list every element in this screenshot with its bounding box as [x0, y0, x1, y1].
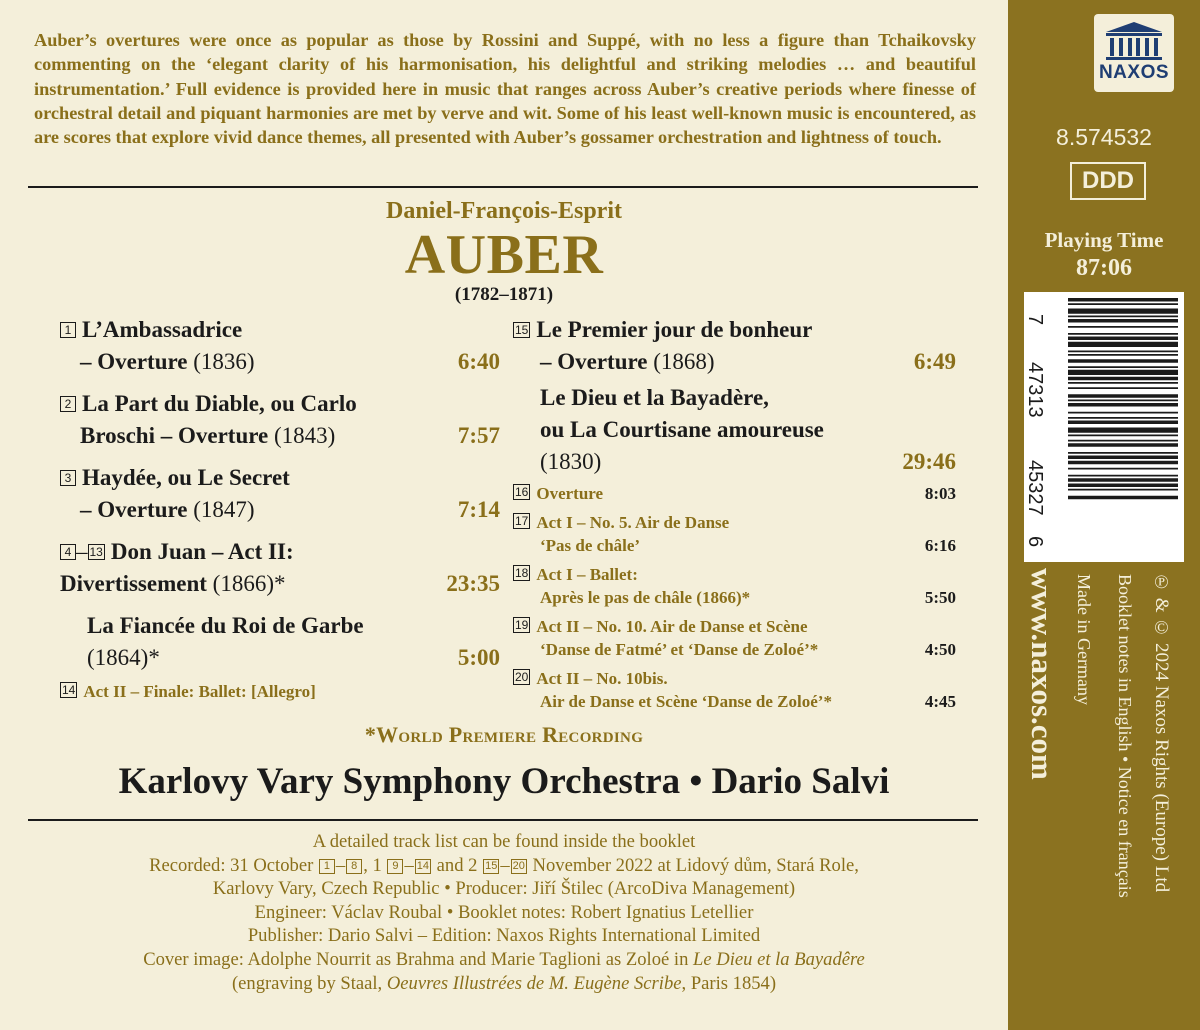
credits-italic: Le Dieu et la Bayadêre	[693, 948, 865, 970]
track-year: (1868)	[653, 349, 715, 374]
credits-text: Recorded: 31 October	[149, 854, 318, 876]
track-number: 8	[346, 859, 362, 874]
sub-track-title-cont: Air de Danse et Scène ‘Danse de Zoloé’*	[540, 692, 832, 711]
barcode-bars	[1024, 292, 1184, 562]
barcode-digit: 7	[1024, 314, 1046, 326]
barcode-bar	[1068, 468, 1178, 470]
barcode-digit: 47313	[1024, 362, 1046, 418]
divider-top	[28, 186, 978, 188]
track-item	[60, 388, 500, 452]
track-number: 17	[515, 514, 529, 528]
work-title: La Fiancée du Roi de Garbe	[87, 613, 364, 638]
barcode	[1024, 292, 1184, 562]
track-item	[513, 314, 956, 378]
work-duration: 5:00	[457, 645, 500, 670]
track-title: La Part du Diable, ou Carlo	[82, 391, 357, 416]
sub-track-title: Act I – No. 5. Air de Danse	[536, 513, 730, 532]
barcode-bar	[1068, 452, 1178, 454]
track-item	[60, 314, 500, 378]
tracklist-right	[513, 314, 956, 713]
credits-line: Engineer: Václav Roubal • Booklet notes: Robert Ignatius Letellier	[254, 901, 754, 923]
divider-bottom	[28, 819, 978, 821]
track-number: 14	[62, 683, 76, 697]
barcode-bar	[1068, 377, 1178, 381]
credits-text: , Paris 1854)	[681, 972, 777, 994]
sub-track-item	[513, 615, 956, 661]
barcode-bar	[1068, 443, 1178, 447]
barcode-bar	[1068, 309, 1178, 314]
barcode-bar	[1068, 354, 1178, 356]
sub-track-item	[513, 482, 956, 505]
credits-text: Cover image: Adolphe Nourrit as Brahma and Marie Taglioni as Zoloé in	[143, 948, 694, 970]
work-heading	[60, 610, 500, 674]
track-number: 3	[60, 470, 76, 486]
sub-track-title-cont: ‘Pas de châle’	[540, 536, 641, 555]
barcode-digits	[1026, 292, 1048, 562]
work-title-cont: ou La Courtisane amoureuse	[540, 417, 824, 442]
track-number: 19	[515, 618, 529, 632]
credits-text: and 2	[432, 854, 483, 876]
track-duration: 7:14	[457, 497, 500, 522]
barcode-bar	[1068, 484, 1178, 488]
barcode-bar	[1068, 342, 1178, 347]
track-duration: 23:35	[446, 571, 500, 596]
track-duration: 6:40	[457, 349, 500, 374]
barcode-bar	[1068, 496, 1178, 500]
sub-track-duration: 4:45	[924, 692, 956, 711]
credits-recorded: Recorded: 31 October 1 – 8 , 1 9 – 14 and 2 15 – 20 November 2022 at Lidový dům, Stará Role,	[149, 854, 859, 876]
work-heading	[513, 382, 956, 478]
barcode-digit: 6	[1024, 536, 1046, 548]
world-premiere-note	[0, 722, 1008, 748]
booklet-notes: Booklet notes in English • Notice en français	[1115, 574, 1135, 898]
track-number: 20	[512, 859, 525, 872]
barcode-digit: 45327	[1024, 460, 1046, 516]
credits-text: (engraving by Staal,	[231, 972, 387, 994]
track-title-cont: – Overture	[80, 497, 188, 522]
credits-line: A detailed track list can be found inside the booklet	[312, 831, 696, 852]
sub-track-duration: 6:16	[924, 536, 956, 555]
sub-track-duration: 5:50	[924, 588, 956, 607]
track-title-cont: Broschi – Overture	[80, 423, 269, 448]
track-title: L’Ambassadrice	[82, 317, 243, 342]
barcode-bar	[1068, 461, 1178, 465]
composer-first-names: Daniel-François-Esprit	[386, 198, 622, 224]
barcode-bar	[1068, 456, 1178, 460]
composer-dates: (1782–1871)	[454, 284, 554, 305]
barcode-bar	[1068, 351, 1178, 353]
credits-engraving	[30, 972, 978, 996]
track-year: (1843)	[273, 423, 336, 448]
sub-track-title: Act II – No. 10. Air de Danse et Scène	[536, 617, 808, 636]
barcode-bar	[1068, 333, 1178, 335]
sub-track-title: Act II – No. 10bis.	[536, 669, 668, 688]
barcode-bar	[1068, 417, 1178, 419]
barcode-bar	[1068, 303, 1178, 305]
barcode-bar	[1068, 412, 1178, 414]
naxos-logo-text: NAXOS	[1098, 62, 1170, 83]
track-number: 15	[515, 323, 529, 337]
track-title-cont: Divertissement	[60, 571, 207, 596]
track-year: (1836)	[193, 349, 255, 374]
credits-italic: Oeuvres Illustrées de M. Eugène Scribe	[386, 972, 682, 994]
track-number: 15	[485, 859, 498, 872]
track-number: 20	[515, 670, 529, 684]
credits-text: , 1	[363, 854, 387, 876]
track-title-cont: – Overture	[540, 349, 648, 374]
track-item	[60, 462, 500, 526]
sub-track-title: Act I – Ballet:	[536, 565, 638, 584]
track-number: 9	[387, 859, 403, 874]
barcode-bar	[1068, 403, 1178, 407]
barcode-bar	[1068, 326, 1178, 328]
barcode-bar	[1068, 475, 1178, 477]
track-number-end: 13	[89, 545, 103, 559]
performers: Karlovy Vary Symphony Orchestra • Dario Salvi	[118, 761, 890, 802]
playing-time-value: 87:06	[1076, 255, 1132, 281]
track-number: 1	[319, 859, 335, 874]
copyright: ℗ & © 2024 Naxos Rights (Europe) Ltd	[1151, 572, 1172, 893]
sub-track-title: Act II – Finale: Ballet: [Allegro]	[83, 682, 316, 701]
track-number: 4	[60, 544, 76, 560]
barcode-bar	[1068, 366, 1178, 368]
barcode-bar	[1068, 421, 1178, 425]
barcode-bar	[1068, 298, 1178, 302]
barcode-bar	[1068, 435, 1178, 437]
track-number: 18	[515, 566, 529, 580]
barcode-bar	[1068, 394, 1178, 398]
sub-track-title-cont: Après le pas de châle (1866)*	[540, 588, 751, 607]
work-year: (1864)*	[87, 645, 160, 670]
track-year: (1847)	[193, 497, 255, 522]
sub-track-duration: 4:50	[924, 640, 956, 659]
sub-track-title: Overture	[536, 484, 604, 503]
barcode-bar	[1068, 387, 1178, 389]
credits-line: Karlovy Vary, Czech Republic • Producer: Jiří Štilec (ArcoDiva Management)	[212, 878, 796, 900]
track-number: 2	[60, 396, 76, 412]
barcode-bar	[1068, 359, 1178, 363]
barcode-bar	[1068, 489, 1178, 491]
track-number: 1	[60, 322, 76, 338]
credits-cover	[30, 948, 978, 972]
sub-track-item	[60, 680, 500, 703]
playing-time-label: Playing Time	[1044, 228, 1164, 252]
barcode-bar	[1068, 316, 1178, 318]
catalogue-number: 8.574532	[1056, 124, 1152, 150]
barcode-bar	[1068, 382, 1178, 384]
composer-surname: AUBER	[404, 224, 604, 286]
sub-track-duration: 8:03	[924, 484, 956, 503]
sub-track-item	[513, 511, 956, 557]
website-link[interactable]: www.naxos.com	[1025, 568, 1060, 780]
world-premiere-text: *World Premiere Recording	[364, 722, 644, 747]
credits-text: November 2022 at Lidový dům, Stará Role,	[527, 854, 859, 876]
sub-track-title-cont: ‘Danse de Fatmé’ et ‘Danse de Zoloé’*	[540, 640, 819, 659]
track-title: Le Premier jour de bonheur	[536, 317, 813, 342]
naxos-logo	[1094, 14, 1174, 92]
barcode-bar	[1068, 478, 1178, 482]
track-duration: 7:57	[457, 423, 500, 448]
barcode-bar	[1068, 400, 1178, 402]
track-title: Haydée, ou Le Secret	[82, 465, 290, 490]
barcode-bar	[1068, 440, 1178, 442]
barcode-bar	[1068, 319, 1178, 323]
track-duration: 6:49	[913, 349, 956, 374]
sub-track-item	[513, 667, 956, 713]
sub-track-item	[513, 563, 956, 609]
track-number: 16	[515, 485, 529, 499]
track-item: 4 – 13 Don Juan – Act II: Divertissement (1866)* 23:35	[60, 536, 500, 600]
tracklist-left	[60, 314, 500, 703]
credits-line: Publisher: Dario Salvi – Edition: Naxos Rights International Limited	[247, 925, 761, 947]
barcode-bar	[1068, 370, 1178, 375]
made-in: Made in Germany	[1074, 574, 1094, 705]
work-year: (1830)	[540, 449, 602, 474]
track-number: 14	[416, 859, 430, 872]
track-year: (1866)*	[212, 571, 286, 596]
barcode-bar	[1068, 428, 1178, 433]
barcode-bar	[1068, 337, 1178, 341]
work-title: Le Dieu et la Bayadère,	[540, 385, 769, 410]
naxos-temple-icon	[1102, 20, 1166, 62]
ddd-badge: DDD	[1070, 162, 1146, 200]
intro-text: Auber’s overtures were once as popular as those by Rossini and Suppé, with no less a figure than Tchaikovsky commenting on the ‘elegant clarity of his harmonisation, his delightful and striking melodies … and beautiful instrumentation.’ Full evidence is provided here in music that ranges across Auber’s creative periods where finesse of orchestral detail and piquant harmonies are met by verve and wit. Some of his least well-known music is encountered, as are scores that explore vivid dance themes, all presented with Auber’s gossamer orchestration and lightness of touch.	[34, 30, 976, 148]
credits-block	[30, 830, 978, 995]
track-title: Don Juan – Act II:	[110, 539, 294, 564]
work-duration: 29:46	[902, 449, 956, 474]
track-title-cont: – Overture	[80, 349, 188, 374]
